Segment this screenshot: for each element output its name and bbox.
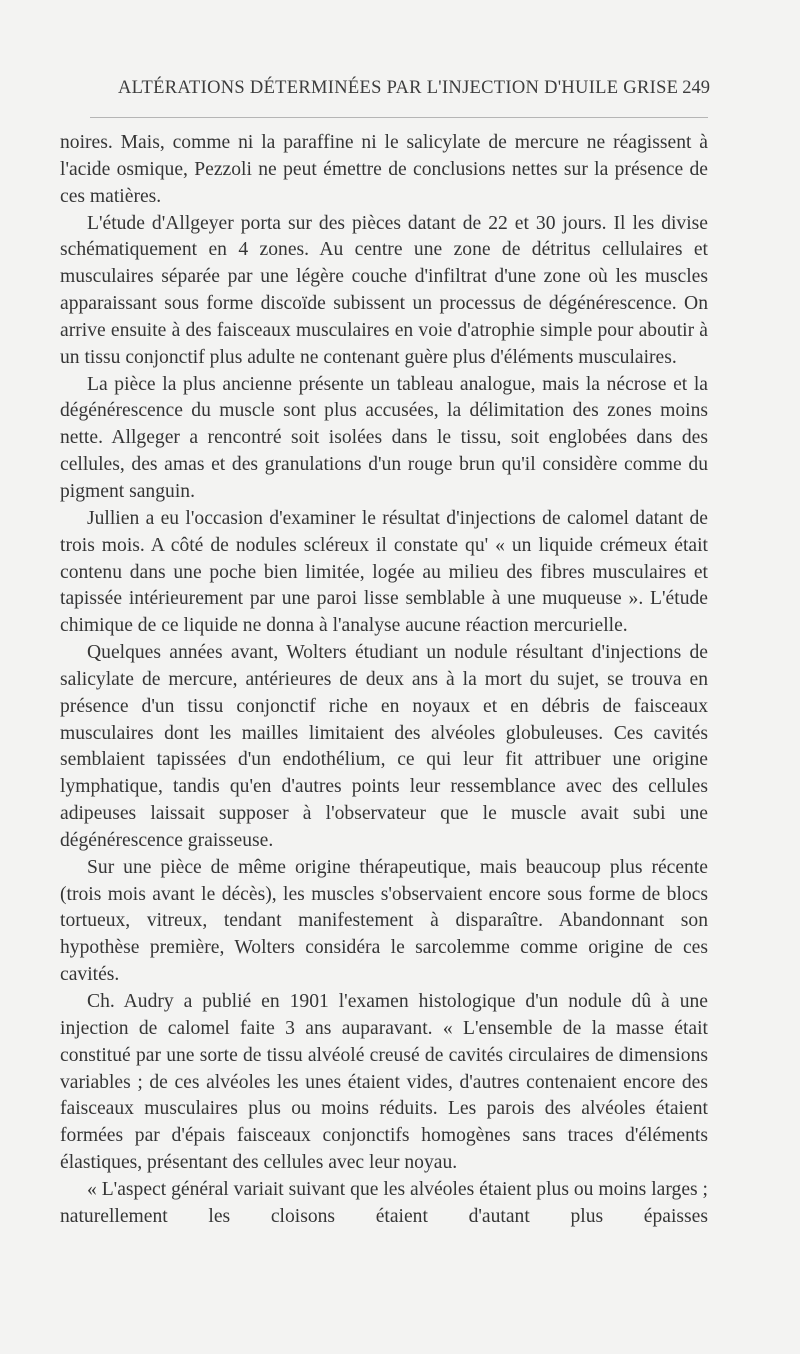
paragraph-older-piece: La pièce la plus ancienne présente un tableau analogue, mais la nécrose et la dégénérescence du muscle sont plus accusées, la délimitation des zones moins nette. Allgeger a rencontré soit isolées dans le tissu, soit englobées dans des cellules, des amas et des granulations d'un rouge brun qu'il considère comme du pigment sanguin. <box>60 373 708 502</box>
paragraph-recent-piece: Sur une pièce de même origine thérapeutique, mais beaucoup plus récente (trois mois avant le décès), les muscles s'observaient encore sous forme de blocs tortueux, vitreux, tendant manifestement à disparaître. Abandonnant son hypothèse première, Wolters considéra le sarcolemme comme origine de ces cavités. <box>60 856 708 986</box>
paragraph-quote-aspect: « L'aspect général variait suivant que les alvéoles étaient plus ou moins larges ; naturellement les cloisons étaient d'autant plus épaisses <box>60 1178 708 1227</box>
running-header <box>60 78 710 108</box>
running-title: ALTÉRATIONS DÉTERMINÉES PAR L'INJECTION D'HUILE GRISE <box>118 78 679 98</box>
page-number: 249 <box>682 78 710 98</box>
paragraph-wolters: Quelques années avant, Wolters étudiant un nodule résultant d'injections de salicylate de mercure, antérieures de deux ans à la mort du sujet, se trouva en présence d'un tissu conjonctif riche en noyaux et en débris de faisceaux musculaires dont les mailles limitaient des alvéoles globuleuses. Ces cavités semblaient tapissées d'un endothélium, ce qui leur fit attribuer une origine lymphatique, tandis qu'en d'autres points leur ressemblance avec des cellules adipeuses laissait supposer à l'observateur que le muscle avait subi une dégénérescence graisseuse. <box>60 642 708 851</box>
paragraph-continuation: noires. Mais, comme ni la paraffine ni le salicylate de mercure ne réagissent à l'acide osmique, Pezzoli ne peut émettre de conclusions nettes sur la présence de ces matières. <box>60 132 708 207</box>
paragraph-audry: Ch. Audry a publié en 1901 l'examen histologique d'un nodule dû à une injection de calomel faite 3 ans auparavant. « L'ensemble de la masse était constitué par une sorte de tissu alvéolé creusé de cavités circulaires de dimensions variables ; de ces alvéoles les unes étaient vides, d'autres contenaient encore des faisceaux musculaires plus ou moins réduits. Les parois des alvéoles étaient formées par d'épais faisceaux conjonctifs homogènes sans traces d'éléments élastiques, présentant des cellules avec leur noyau. <box>60 991 708 1174</box>
body-text <box>60 130 708 1231</box>
paragraph-jullien: Jullien a eu l'occasion d'examiner le résultat d'injections de calomel datant de trois mois. A côté de nodules scléreux il constate qu' « un liquide crémeux était contenu dans une poche bien limitée, logée au milieu des fibres musculaires et tapissée intérieurement par une paroi lisse semblable à une muqueuse ». L'étude chimique de ce liquide ne donna à l'analyse aucune réaction mercurielle. <box>60 507 708 637</box>
paragraph-allgeyer: L'étude d'Allgeyer porta sur des pièces datant de 22 et 30 jours. Il les divise schématiquement en 4 zones. Au centre une zone de détritus cellulaires et musculaires séparée par une légère couche d'infiltrat d'une zone où les muscles apparaissant sous forme discoïde subissent un processus de dégénérescence. On arrive ensuite à des faisceaux musculaires en voie d'atrophie simple pour aboutir à un tissu conjonctif plus adulte ne contenant guère plus d'éléments musculaires. <box>60 212 708 368</box>
header-rule <box>90 117 708 118</box>
